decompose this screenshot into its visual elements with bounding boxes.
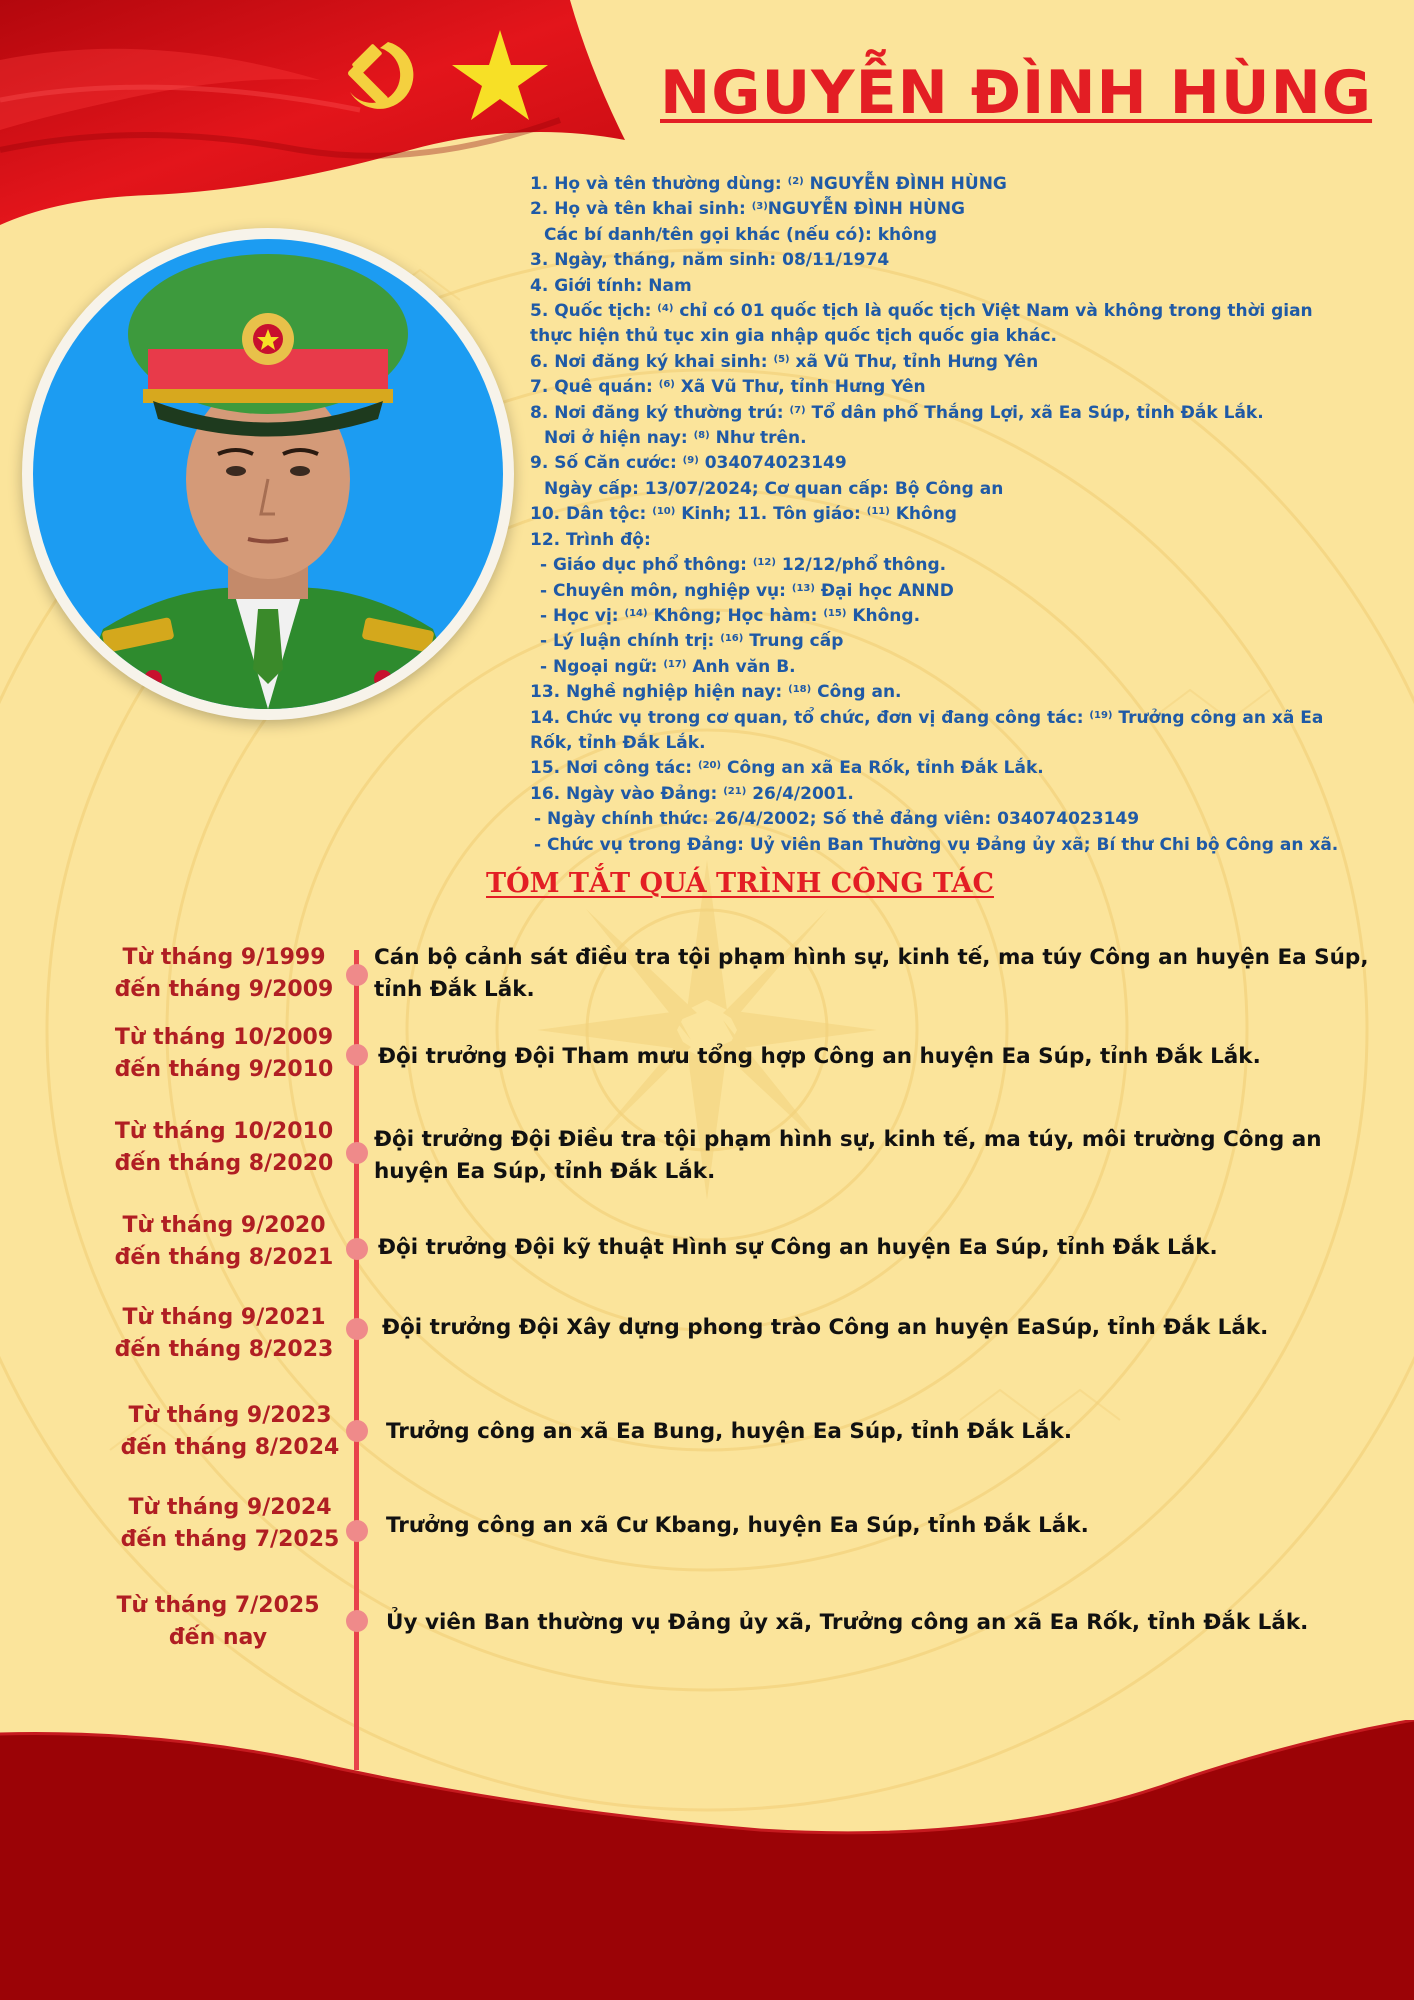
info-birth-date: 3. Ngày, tháng, năm sinh: 08/11/1974 — [530, 250, 890, 271]
timeline-period: Từ tháng 7/2025 đến nay — [116, 1593, 320, 1650]
info-general-education: - Giáo dục phổ thông: $^{(12)}$ 12/12/phổ thông. — [540, 555, 947, 576]
timeline-dot — [346, 1420, 368, 1442]
info-workplace: 15. Nơi công tác: $^{(20)}$ Công an xã Ea Rốk, tỉnh Đắk Lắk. — [530, 758, 1044, 779]
timeline-period: Từ tháng 10/2010 đến tháng 8/2020 — [114, 1119, 334, 1176]
timeline-dot — [346, 1238, 368, 1260]
timeline-description: Cán bộ cảnh sát điều tra tội phạm hình sự, kinh tế, ma túy Công an huyện Ea Súp, tỉnh Đắk Lắk. — [374, 945, 1369, 1002]
info-nationality: 5. Quốc tịch: $^{(4)}$ chỉ có 01 quốc tịch là quốc tịch Việt Nam và không trong thời gian thực hiện thủ tục xin gia nhập quốc tịch quốc gia khác. — [530, 301, 1313, 347]
info-education-heading: 12. Trình độ: — [530, 529, 651, 550]
timeline-period: Từ tháng 9/2020 đến tháng 8/2021 — [114, 1213, 334, 1270]
timeline-description: Ủy viên Ban thường vụ Đảng ủy xã, Trưởng công an xã Ea Rốk, tỉnh Đắk Lắk. — [386, 1610, 1309, 1635]
info-hometown: 7. Quê quán: $^{(6)}$ Xã Vũ Thư, tỉnh Hưng Yên — [530, 377, 926, 398]
info-ethnicity-religion: 10. Dân tộc: $^{(10)}$ Kinh; 11. Tôn giáo: $^{(11)}$ Không — [530, 504, 957, 525]
timeline-description: Đội trưởng Đội kỹ thuật Hình sự Công an huyện Ea Súp, tỉnh Đắk Lắk. — [378, 1235, 1218, 1260]
timeline-period: Từ tháng 9/2024 đến tháng 7/2025 — [120, 1495, 340, 1552]
timeline-period: Từ tháng 9/2021 đến tháng 8/2023 — [114, 1305, 334, 1362]
info-occupation: 13. Nghề nghiệp hiện nay: $^{(18)}$ Công an. — [530, 682, 902, 703]
info-permanent-residence: 8. Nơi đăng ký thường trú: $^{(7)}$ Tổ dân phố Thắng Lợi, xã Ea Súp, tỉnh Đắk Lắk. — [530, 402, 1264, 423]
info-party-official-date: - Ngày chính thức: 26/4/2002; Số thẻ đảng viên: 034074023149 — [534, 809, 1140, 830]
info-party-join-date: 16. Ngày vào Đảng: $^{(21)}$ 26/4/2001. — [530, 783, 854, 804]
portrait-frame — [22, 228, 514, 720]
info-birth-registration: 6. Nơi đăng ký khai sinh: $^{(5)}$ xã Vũ Thư, tỉnh Hưng Yên — [530, 351, 1039, 372]
timeline-dot — [346, 1520, 368, 1542]
timeline-period: Từ tháng 9/1999 đến tháng 9/2009 — [114, 945, 334, 1002]
bottom-wave-banner — [0, 1720, 1414, 2000]
timeline-dot — [346, 964, 368, 986]
timeline-period: Từ tháng 9/2023 đến tháng 8/2024 — [120, 1403, 340, 1460]
timeline-axis — [354, 950, 359, 1770]
timeline-dot — [346, 1610, 368, 1632]
info-id-number: 9. Số Căn cước: $^{(9)}$ 034074023149 — [530, 453, 847, 474]
timeline-dot — [346, 1142, 368, 1164]
info-profession: - Chuyên môn, nghiệp vụ: $^{(13)}$ Đại học ANND — [540, 580, 954, 601]
timeline-description: Trưởng công an xã Ea Bung, huyện Ea Súp, tỉnh Đắk Lắk. — [386, 1419, 1072, 1444]
personal-info — [530, 172, 1360, 858]
info-birth-name: 2. Họ và tên khai sinh: $^{(3)}$NGUYỄN ĐÌNH HÙNG — [530, 199, 966, 220]
career-summary-title: TÓM TẮT QUÁ TRÌNH CÔNG TÁC — [486, 868, 994, 899]
info-aliases: Các bí danh/tên gọi khác (nếu có): không — [544, 224, 938, 245]
info-id-issued: Ngày cấp: 13/07/2024; Cơ quan cấp: Bộ Công an — [544, 478, 1004, 499]
timeline-description: Đội trưởng Đội Điều tra tội phạm hình sự, kinh tế, ma túy, môi trường Công an huyện Ea Súp, tỉnh Đắk Lắk. — [374, 1127, 1322, 1184]
timeline-dot — [346, 1318, 368, 1340]
info-degree: - Học vị: $^{(14)}$ Không; Học hàm: $^{(15)}$ Không. — [540, 605, 921, 626]
info-political-theory: - Lý luận chính trị: $^{(16)}$ Trung cấp — [540, 631, 844, 652]
timeline-description: Trưởng công an xã Cư Kbang, huyện Ea Súp, tỉnh Đắk Lắk. — [386, 1513, 1089, 1538]
info-current-residence: Nơi ở hiện nay: $^{(8)}$ Như trên. — [544, 428, 807, 449]
info-common-name: 1. Họ và tên thường dùng: $^{(2)}$ NGUYỄN ĐÌNH HÙNG — [530, 174, 1007, 194]
timeline-description: Đội trưởng Đội Xây dựng phong trào Công an huyện EaSúp, tỉnh Đắk Lắk. — [382, 1315, 1269, 1340]
info-position: 14. Chức vụ trong cơ quan, tổ chức, đơn vị đang công tác: $^{(19)}$ Trưởng công an xã Ea Rốk, tỉnh Đắk Lắk. — [530, 707, 1324, 753]
info-foreign-language: - Ngoại ngữ: $^{(17)}$ Anh văn B. — [540, 656, 796, 677]
person-name-title: NGUYỄN ĐÌNH HÙNG — [660, 58, 1373, 128]
timeline-description: Đội trưởng Đội Tham mưu tổng hợp Công an huyện Ea Súp, tỉnh Đắk Lắk. — [378, 1044, 1261, 1069]
timeline-dot — [346, 1044, 368, 1066]
portrait-photo — [33, 239, 503, 709]
info-party-position: - Chức vụ trong Đảng: Uỷ viên Ban Thường vụ Đảng ủy xã; Bí thư Chi bộ Công an xã. — [534, 834, 1339, 855]
info-gender: 4. Giới tính: Nam — [530, 275, 692, 296]
timeline-period: Từ tháng 10/2009 đến tháng 9/2010 — [114, 1025, 334, 1082]
